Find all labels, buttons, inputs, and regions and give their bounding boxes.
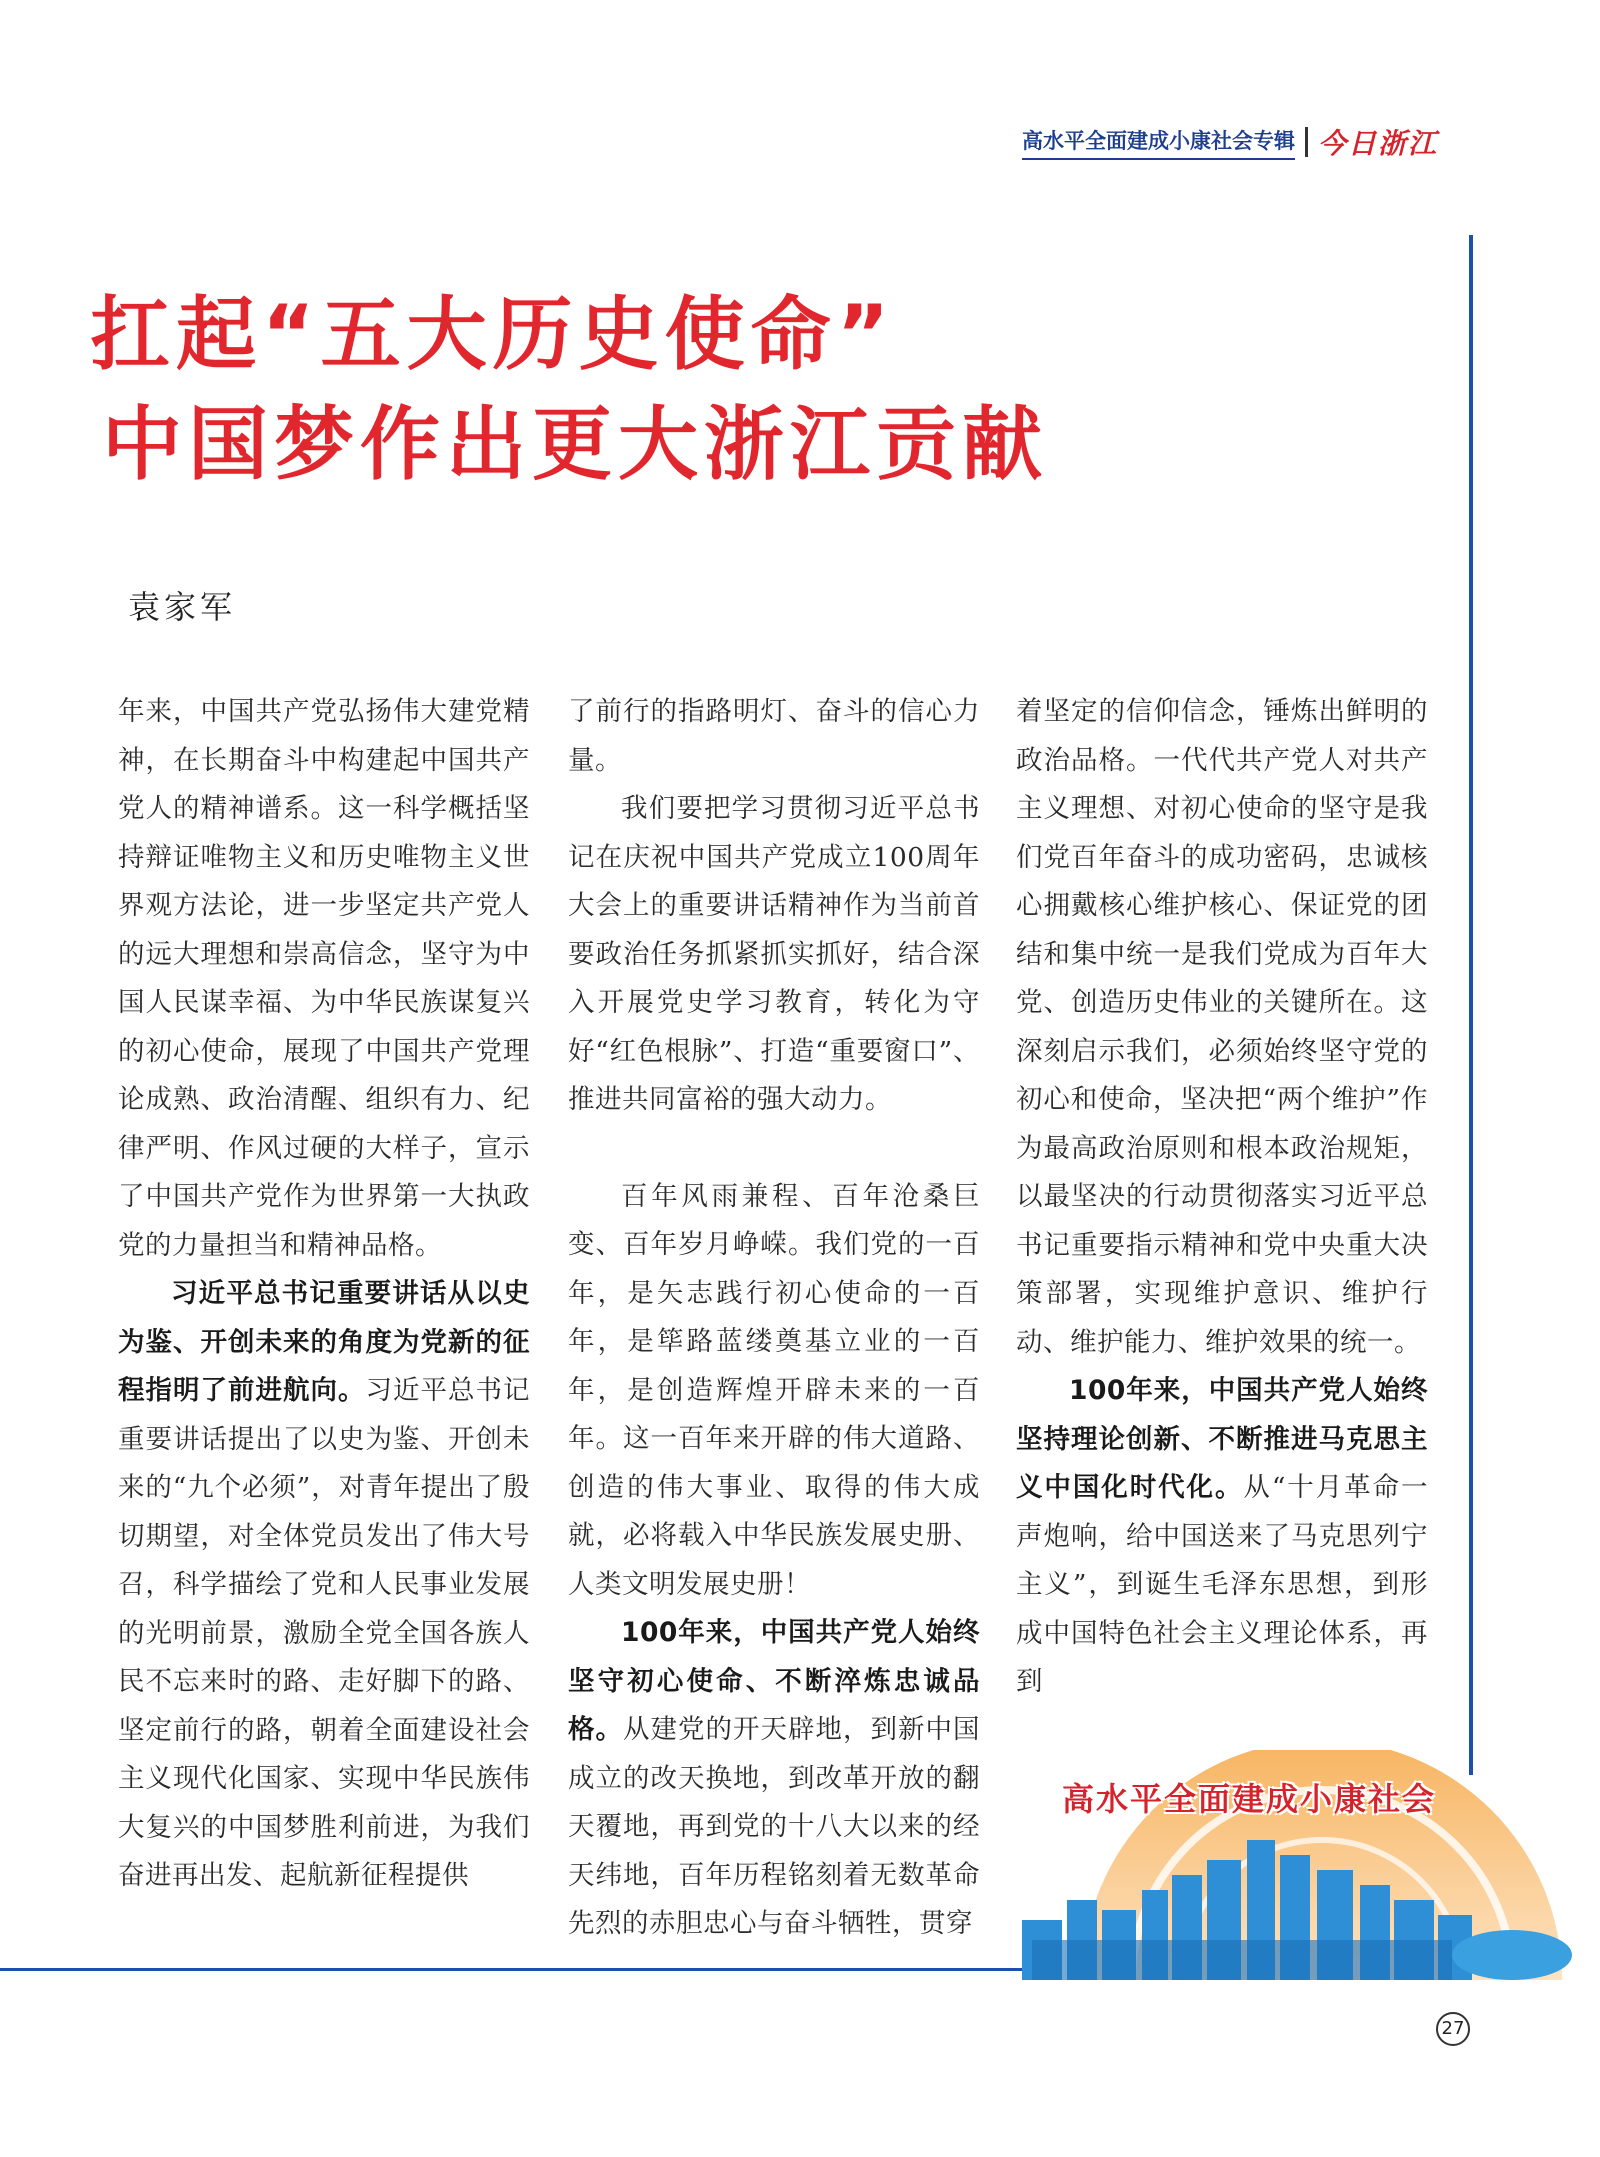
headline-line-1: 扛起“五大历史使命” (90, 288, 896, 381)
header-divider (1305, 127, 1308, 157)
paragraph: 我们要把学习贯彻习近平总书记在庆祝中国共产党成立100周年大会上的重要讲话精神作为当前首要政治任务抓紧抓实抓好，结合深入开展党史学习教育，转化为守好“红色根脉”、打造“重要窗口”、推进共同富裕的强大动力。 (568, 793, 980, 1115)
paragraph-lead: 100年来，中国共产党人始终坚持理论创新、不断推进马克思主义中国化时代化。 (1016, 1375, 1428, 1503)
paragraph-lead: 100年来，中国共产党人始终坚守初心使命、不断淬炼忠诚品格。 (568, 1617, 980, 1745)
section-badge (1022, 1750, 1582, 1980)
running-header (1022, 122, 1438, 162)
magazine-brand-logo: 今日浙江 (1318, 127, 1439, 160)
author-byline: 袁家军 (128, 588, 237, 626)
text-column-3 (1016, 688, 1428, 1707)
article-headline (90, 280, 1048, 500)
paragraph (1016, 1367, 1428, 1707)
vertical-rule (1469, 235, 1473, 1775)
header-topic: 高水平全面建成小康社会专辑 (1022, 125, 1295, 160)
paragraph-lead: 习近平总书记重要讲话从以史为鉴、开创未来的角度为党新的征程指明了前进航向。 (118, 1278, 530, 1406)
paragraph (118, 1270, 530, 1901)
paragraph: 了前行的指路明灯、奋斗的信心力量。 (568, 696, 980, 776)
paragraph-body: 习近平总书记重要讲话提出了以史为鉴、开创未来的“九个必须”，对青年提出了殷切期望，对全体党员发出了伟大号召，科学描绘了党和人民事业发展的光明前景，激励全党全国各族人民不忘来时的路、走好脚下的路、坚定前行的路，朝着全面建设社会主义现代化国家、实现中华民族伟大复兴的中国梦胜利前进，为我们奋进再出发、起航新征程提供 (118, 1375, 530, 1891)
paragraph (568, 1609, 980, 1949)
paragraph: 着坚定的信仰信念，锤炼出鲜明的政治品格。一代代共产党人对共产主义理想、对初心使命的坚守是我们党百年奋斗的成功密码，忠诚核心拥戴核心维护核心、保证党的团结和集中统一是我们党成为百年大党、创造历史伟业的关键所在。这深刻启示我们，必须始终坚守党的初心和使命，坚决把“两个维护”作为最高政治原则和根本政治规矩，以最坚决的行动贯彻落实习近平总书记重要指示精神和党中央重大决策部署，实现维护意识、维护行动、维护能力、维护效果的统一。 (1016, 696, 1428, 1358)
paragraph-body: 从“十月革命一声炮响，给中国送来了马克思列宁主义”，到诞生毛泽东思想，到形成中国特色社会主义理论体系，再到 (1016, 1472, 1428, 1697)
page-number: 27 (1436, 2012, 1470, 2046)
text-column-1 (118, 688, 530, 1901)
headline-line-2: 中国梦作出更大浙江贡献 (102, 398, 1048, 491)
text-column-2 (568, 688, 980, 1949)
paragraph: 百年风雨兼程、百年沧桑巨变、百年岁月峥嵘。我们党的一百年，是矢志践行初心使命的一百年，是筚路蓝缕奠基立业的一百年，是创造辉煌开辟未来的一百年。这一百年来开辟的伟大道路、创造的伟大事业、取得的伟大成就，必将载入中华民族发展史册、人类文明发展史册！ (568, 1180, 980, 1600)
bottom-rule (0, 1968, 1040, 1971)
badge-title: 高水平全面建成小康社会 (1062, 1780, 1437, 1818)
paragraph: 年来，中国共产党弘扬伟大建党精神，在长期奋斗中构建起中国共产党人的精神谱系。这一科学概括坚持辩证唯物主义和历史唯物主义世界观方法论，进一步坚定共产党人的远大理想和崇高信念，坚守为中国人民谋幸福、为中华民族谋复兴的初心使命，展现了中国共产党理论成熟、政治清醒、组织有力、纪律严明、作风过硬的大样子，宣示了中国共产党作为世界第一大执政党的力量担当和精神品格。 (118, 696, 530, 1261)
paragraph-body: 从建党的开天辟地，到新中国成立的改天换地，到改革开放的翻天覆地，再到党的十八大以来的经天纬地，百年历程铭刻着无数革命先烈的赤胆忠心与奋斗牺牲，贯穿 (568, 1714, 980, 1939)
